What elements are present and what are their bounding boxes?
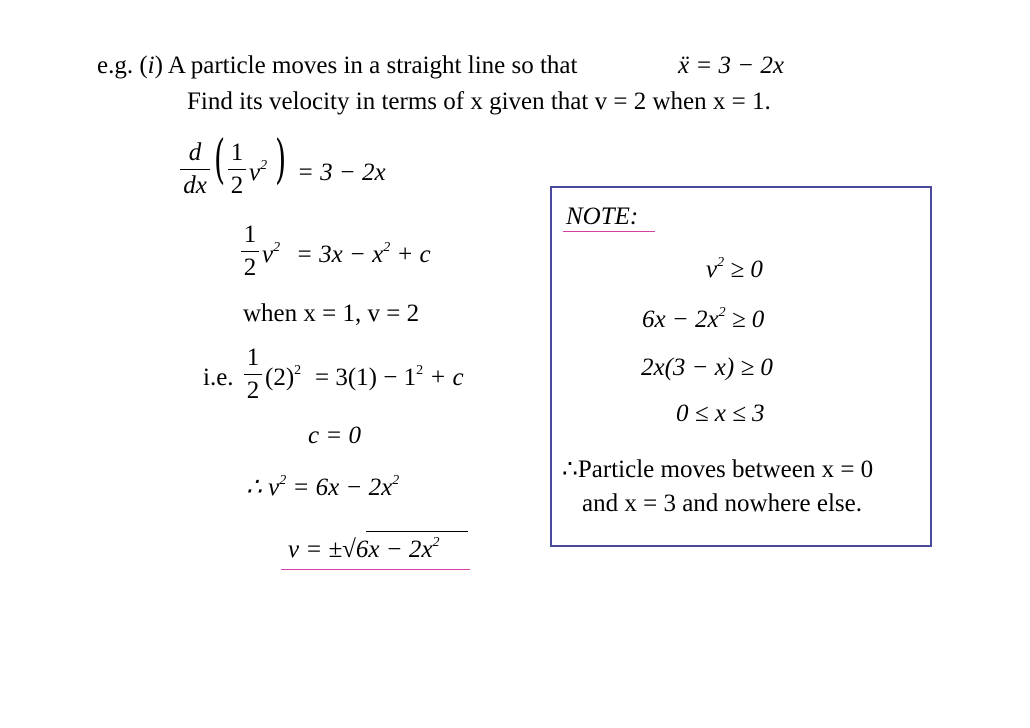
substituted-rhs [315,364,464,392]
derivative-operator [180,140,210,202]
exponent: 2 [718,305,726,320]
half-numerator: 1 [243,221,257,248]
dx-denominator: dx [183,172,207,199]
final-radicand: 6x − 2x [355,536,433,563]
left-paren: ( [214,130,226,190]
note-line-3: 2x(3 − x) ≥ 0 [641,354,773,381]
right-paren: ) [275,130,287,190]
exponent: 2 [416,363,424,378]
v-squared-2 [262,241,280,269]
note-line-2-rhs: ≥ 0 [731,306,765,333]
final-velocity [288,536,439,564]
fraction-bar [180,169,210,170]
note-v: v [706,256,718,283]
half-fraction-3 [244,345,262,407]
v-symbol: v [249,159,261,186]
initial-condition: when x = 1, v = 2 [243,300,420,327]
half-fraction-2 [241,222,259,284]
constant-c: + c [429,364,464,391]
conclusion-line-1: ∴Particle moves between x = 0 [562,456,874,483]
conclusion-line-2: and x = 3 and nowhere else. [582,490,862,517]
problem-part-label: i [147,52,155,79]
step1-rhs: = 3 − 2x [297,159,386,186]
half-denominator: 2 [230,172,244,199]
v-symbol: v [262,241,274,268]
exponent: 2 [279,473,287,488]
problem-prefix: e.g. ( [97,52,148,79]
half-denominator: 2 [243,254,257,281]
acceleration-equation: ẍ = 3 − 2x [678,52,784,79]
step2-rhs-main: = 3x − x [296,241,384,268]
fraction-bar [241,251,259,252]
final-answer-underline [281,569,470,570]
step2-constant: + c [396,241,431,268]
fraction-bar [244,374,262,375]
half-denominator: 2 [246,377,260,404]
problem-line-2: Find its velocity in terms of x given that v = 2 when x = 1. [187,88,771,115]
note-line-2 [642,306,764,334]
exponent: 2 [260,158,268,173]
half-fraction-1 [228,140,246,202]
half-numerator: 1 [246,344,260,371]
problem-line-1 [97,52,577,80]
substituted-v [265,364,301,392]
note-line-1-rhs: ≥ 0 [730,256,763,283]
v-squared-rhs: = 6x − 2x [292,474,393,501]
step2-rhs [296,241,431,269]
exponent: 2 [273,240,281,255]
note-line-2-main: 6x − 2x [642,306,719,333]
note-line-1 [706,256,763,284]
note-line-4: 0 ≤ x ≤ 3 [676,400,765,427]
substituted-rhs-main: = 3(1) − 1 [315,364,417,391]
v-squared-1 [249,159,267,187]
v-squared-result [246,474,399,502]
exponent: 2 [717,255,725,270]
final-lhs: v = ±√ [288,536,356,563]
d-numerator: d [188,139,202,166]
exponent: 2 [294,363,302,378]
constant-result: c = 0 [308,422,361,449]
exponent: 2 [392,473,400,488]
note-title-underline [563,231,655,232]
fraction-bar [228,169,246,170]
therefore-v: ∴ v [246,474,280,501]
exponent: 2 [432,535,440,550]
problem-statement: ) A particle moves in a straight line so that [154,52,578,79]
sqrt-vinculum [366,531,468,532]
exponent: 2 [383,240,391,255]
ie-label: i.e. [203,364,234,391]
note-title: NOTE: [566,203,639,230]
half-numerator: 1 [230,139,244,166]
v-value: (2) [265,364,295,391]
